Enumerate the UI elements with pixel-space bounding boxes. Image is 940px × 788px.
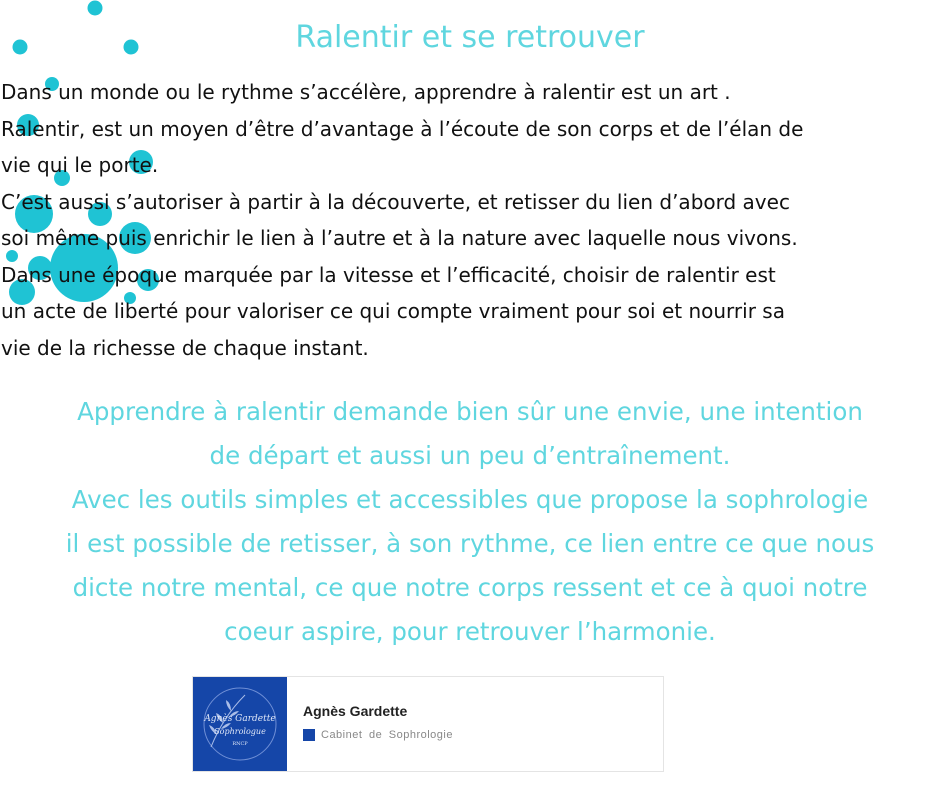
bubble	[88, 1, 103, 16]
intro-paragraph	[1, 74, 936, 366]
quote-line: dicte notre mental, ce que notre corps ressent et ce à quoi notre	[72, 573, 868, 602]
sophrologue-logo	[193, 677, 287, 771]
intro-line: C’est aussi s’autoriser à partir à la découverte, et retisser du lien d’abord avec	[1, 189, 790, 214]
quote-line: de départ et aussi un peu d’entraînement.	[209, 441, 731, 470]
logo-title-text: Sophrologue	[214, 727, 266, 736]
card-subtitle-row	[303, 729, 453, 741]
highlight-quote	[0, 390, 940, 654]
logo-rncp-text: RNCP	[232, 741, 248, 747]
business-card[interactable]	[192, 676, 664, 772]
intro-line: vie qui le porte.	[1, 153, 159, 177]
quote-line: Apprendre à ralentir demande bien sûr une envie, une intention	[77, 397, 863, 426]
business-category-icon	[303, 729, 315, 741]
quote-line: coeur aspire, pour retrouver l’harmonie.	[224, 617, 716, 646]
intro-line: soi même puis enrichir le lien à l’autre et à la nature avec laquelle nous vivons.	[1, 226, 798, 250]
intro-line: vie de la richesse de chaque instant.	[1, 335, 369, 360]
intro-line: Dans une époque marquée par la vitesse et l’efficacité, choisir de ralentir est	[1, 262, 776, 287]
card-subtitle: Cabinet de Sophrologie	[321, 729, 453, 741]
intro-line: Dans un monde ou le rythme s’accélère, apprendre à ralentir est un art .	[1, 80, 731, 104]
intro-line: un acte de liberté pour valoriser ce qui compte vraiment pour soi et nourrir sa	[1, 299, 785, 323]
quote-line: il est possible de retisser, à son rythme, ce lien entre ce que nous	[65, 529, 875, 558]
card-name: Agnès Gardette	[303, 703, 408, 719]
quote-line: Avec les outils simples et accessibles que propose la sophrologie	[71, 485, 869, 514]
intro-line: Ralentir, est un moyen d’être d’avantage à l’écoute de son corps et de l’élan de	[1, 116, 804, 141]
page-title: Ralentir et se retrouver	[295, 20, 645, 55]
logo-graphic	[193, 677, 287, 771]
logo-name-text: Agnès Gardette	[204, 714, 276, 724]
